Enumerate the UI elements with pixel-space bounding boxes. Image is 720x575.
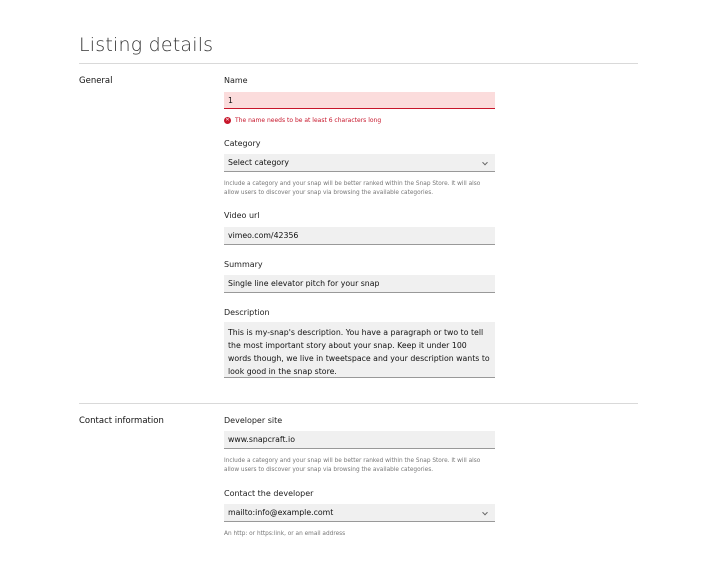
summary-label: Summary <box>224 260 263 269</box>
category-value: Select category <box>228 158 289 167</box>
description-textarea[interactable] <box>224 322 495 378</box>
description-label: Description <box>224 308 270 317</box>
contact-developer-help: An http: or https:link, or an email address <box>224 531 346 537</box>
contact-developer-value: mailto:info@example.comt <box>228 508 334 517</box>
divider <box>79 403 638 404</box>
name-value: 1 <box>228 95 233 105</box>
chevron-down-icon <box>482 159 488 165</box>
developer-site-label: Developer site <box>224 416 283 425</box>
summary-value: Single line elevator pitch for your snap <box>228 279 380 288</box>
page-title: Listing details <box>79 34 214 56</box>
section-heading-general: General <box>79 76 113 86</box>
contact-developer-label: Contact the developer <box>224 489 314 498</box>
name-error-text: The name needs to be at least 6 characters long <box>235 117 382 124</box>
name-input[interactable] <box>224 92 495 109</box>
category-help: Include a category and your snap will be better ranked within the Snap Store. It will also allow users to discover your snap via browsing the available categories. <box>224 181 481 196</box>
section-heading-contact: Contact information <box>79 416 164 426</box>
description-value: This is my-snap's description. You have a paragraph or two to tell the most important story about your snap. Keep it under 100 words though, we live in tweetspace and your description wants to look good in the snap store. <box>228 328 490 376</box>
developer-site-value: www.snapcraft.io <box>228 435 295 444</box>
category-label: Category <box>224 139 261 148</box>
name-error-message <box>224 117 381 124</box>
divider <box>79 63 638 64</box>
name-label: Name <box>224 76 248 85</box>
category-select[interactable] <box>224 154 495 172</box>
developer-site-help: Include a category and your snap will be better ranked within the Snap Store. It will also allow users to discover your snap via browsing the available categories. <box>224 458 481 473</box>
summary-input[interactable] <box>224 275 495 293</box>
video-url-value: vimeo.com/42356 <box>228 231 299 240</box>
contact-developer-select[interactable] <box>224 504 495 522</box>
developer-site-input[interactable] <box>224 431 495 449</box>
chevron-down-icon <box>482 509 488 515</box>
video-url-input[interactable] <box>224 227 495 245</box>
video-url-label: Video url <box>224 211 260 220</box>
error-icon: ✕ <box>225 117 230 123</box>
